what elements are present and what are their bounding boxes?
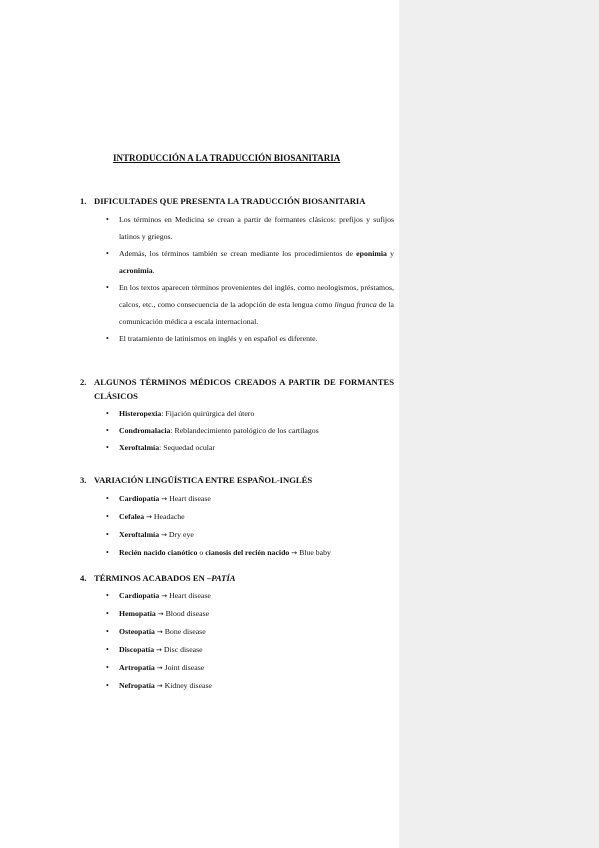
section-3 <box>80 473 394 562</box>
list-item: • Discopatía → Disc disease <box>106 641 394 659</box>
list-item: • Histeropexia: Fijación quirúrgica del útero <box>106 405 394 422</box>
section-2 <box>80 375 394 456</box>
section-3-number: 3. <box>80 475 87 485</box>
list-item: • Nefropatía → Kidney disease <box>106 677 394 695</box>
section-1-number: 1. <box>80 196 87 206</box>
arrow-right-icon: → <box>156 682 163 690</box>
section-1-list <box>80 211 394 347</box>
section-4-heading <box>80 571 394 585</box>
section-4-number: 4. <box>80 573 87 583</box>
arrow-right-icon: → <box>156 664 163 672</box>
section-4-title: TÉRMINOS ACABADOS EN –PATÍA <box>94 573 236 583</box>
list-item: • Los términos en Medicina se crean a partir de formantes clásicos: prefijos y sufijos latinos y griegos. <box>106 211 394 245</box>
comment-margin-pane <box>399 0 599 848</box>
section-2-number: 2. <box>80 377 87 387</box>
arrow-right-icon: → <box>146 513 152 521</box>
section-1 <box>80 194 394 347</box>
list-item: • Condromalacia: Reblandecimiento patológico de los cartílagos <box>106 422 394 439</box>
section-1-title: DIFICULTADES QUE PRESENTA LA TRADUCCIÓN BIOSANITARIA <box>94 196 366 206</box>
section-3-title: VARIACIÓN LINGÜÍSTICA ENTRE ESPAÑOL-INGLÉS <box>94 475 313 485</box>
arrow-right-icon: → <box>291 549 298 557</box>
list-item: • En los textos aparecen términos provenientes del inglés, como neologismos, préstamos, calcos, etc., como consecuencia de la adopción de esta lengua como lingua franca de la comunicación médica a escala internacional. <box>106 279 394 330</box>
list-item: • El tratamiento de latinismos en inglés y en español es diferente. <box>106 330 394 347</box>
list-item: • Cardiopatía → Heart disease <box>106 587 394 605</box>
section-4-list <box>80 587 394 695</box>
list-item: • Además, los términos también se crean mediante los procedimientos de eponimia y acronimia. <box>106 245 394 279</box>
arrow-right-icon: → <box>157 610 164 618</box>
list-item: • Xeroftalmía: Sequedad ocular <box>106 439 394 456</box>
section-1-heading <box>80 194 394 208</box>
section-3-list <box>80 490 394 562</box>
section-2-title: ALGUNOS TÉRMINOS MÉDICOS CREADOS A PARTIR DE FORMANTES CLÁSICOS <box>94 377 394 401</box>
section-3-heading <box>80 473 394 487</box>
arrow-right-icon: → <box>161 592 168 600</box>
list-item: • Cefalea → Headache <box>106 508 394 526</box>
section-4 <box>80 571 394 695</box>
list-item: • Cardiopatía → Heart disease <box>106 490 394 508</box>
list-item: • Osteopatía → Bone disease <box>106 623 394 641</box>
arrow-right-icon: → <box>161 531 167 539</box>
arrow-right-icon: → <box>161 495 168 503</box>
section-2-heading <box>80 375 394 403</box>
arrow-right-icon: → <box>156 646 162 654</box>
section-2-list <box>80 405 394 456</box>
list-item: • Recién nacido cianótico o cianosis del recién nacido → Blue baby <box>106 544 394 562</box>
list-item: • Artropatía → Joint disease <box>106 659 394 677</box>
list-item: • Xeroftalmía → Dry eye <box>106 526 394 544</box>
arrow-right-icon: → <box>156 628 163 636</box>
document-title: INTRODUCCIÓN A LA TRADUCCIÓN BIOSANITARIA <box>113 153 341 163</box>
list-item: • Hemopatía → Blood disease <box>106 605 394 623</box>
